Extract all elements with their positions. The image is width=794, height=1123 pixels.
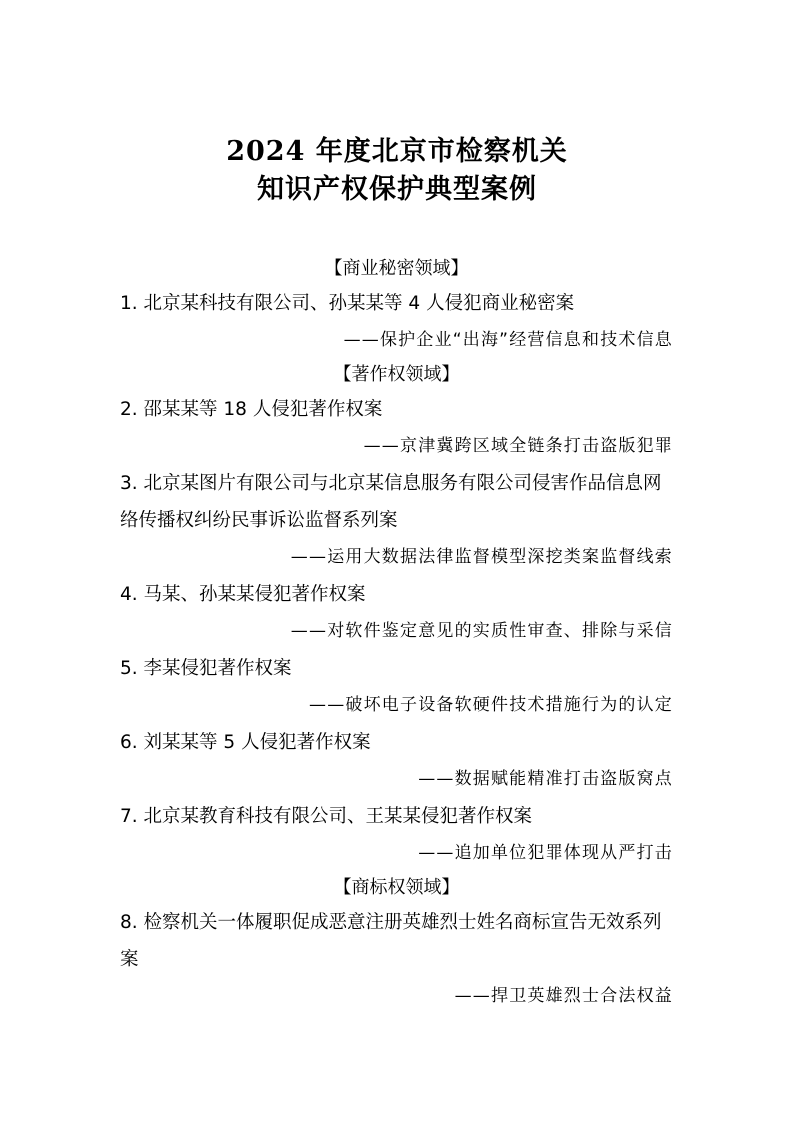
case-subtitle-2: ——京津冀跨区域全链条打击盗版犯罪 bbox=[363, 436, 673, 456]
case-title-6: 6. 刘某某等 5 人侵犯著作权案 bbox=[120, 732, 371, 753]
case-subtitle-1: ——保护企业“出海”经营信息和技术信息 bbox=[343, 330, 673, 350]
case-title-7: 7. 北京某教育科技有限公司、王某某侵犯著作权案 bbox=[120, 806, 533, 827]
section-heading-trademark: 【商标权领域】 bbox=[333, 877, 460, 898]
case-title-3: 3. 北京某图片有限公司与北京某信息服务有限公司侵害作品信息网络传播权纠纷民事诉讼监督系列案 bbox=[120, 473, 662, 531]
case-title-4: 4. 马某、孙某某侵犯著作权案 bbox=[120, 584, 366, 605]
case-subtitle-5: ——破坏电子设备软硬件技术措施行为的认定 bbox=[309, 695, 673, 715]
case-subtitle-3: ——运用大数据法律监督模型深挖类案监督线索 bbox=[290, 547, 673, 567]
title-line-2: 知识产权保护典型案例 bbox=[257, 174, 537, 205]
document-title bbox=[0, 133, 794, 209]
section-heading-trade-secret: 【商业秘密领域】 bbox=[324, 258, 469, 279]
section-heading-copyright: 【著作权领域】 bbox=[333, 364, 460, 385]
case-subtitle-4: ——对软件鉴定意见的实质性审查、排除与采信 bbox=[290, 621, 673, 641]
case-subtitle-8: ——捍卫英雄烈士合法权益 bbox=[454, 986, 673, 1006]
case-title-8: 8. 检察机关一体履职促成恶意注册英雄烈士姓名商标宣告无效系列案 bbox=[120, 912, 662, 970]
case-list bbox=[120, 253, 673, 1015]
case-subtitle-7: ——追加单位犯罪体现从严打击 bbox=[418, 843, 673, 863]
case-title-2: 2. 邵某某等 18 人侵犯著作权案 bbox=[120, 399, 383, 420]
case-title-5: 5. 李某侵犯著作权案 bbox=[120, 658, 292, 679]
case-subtitle-6: ——数据赋能精准打击盗版窝点 bbox=[418, 769, 673, 789]
case-title-1: 1. 北京某科技有限公司、孙某某等 4 人侵犯商业秘密案 bbox=[120, 293, 575, 314]
title-line-1: 2024 年度北京市检察机关 bbox=[226, 136, 568, 167]
